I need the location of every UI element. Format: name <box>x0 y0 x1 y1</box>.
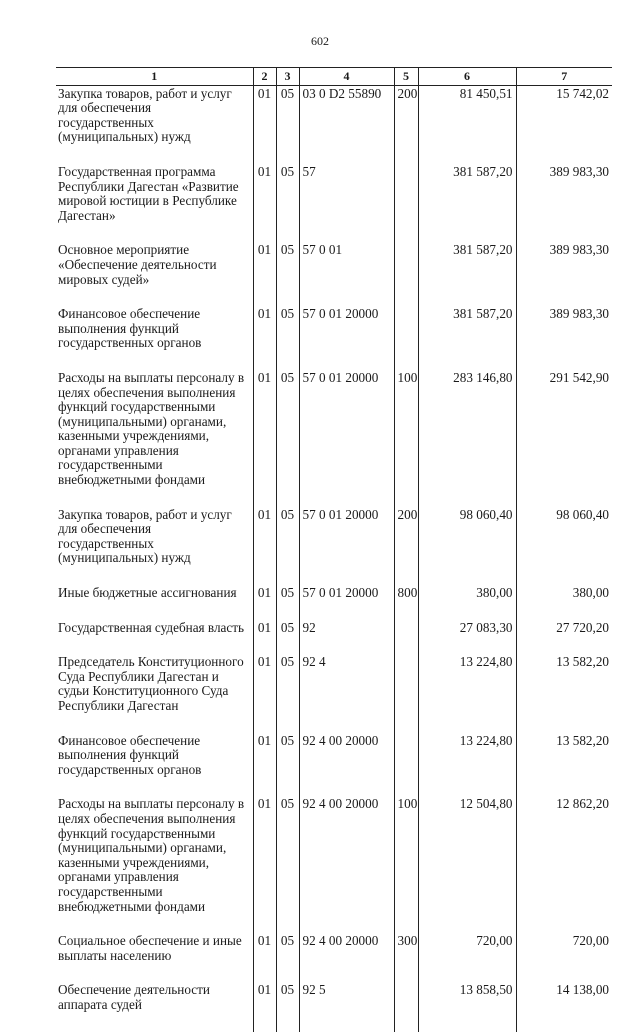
item-name: Расходы на выплаты персоналу в целях обеспечения выполнения функций государственными (муниципальными) органами, казенными учреждениями, органами управления государственными внебюджетными фондами <box>58 369 245 488</box>
column-header: 4 <box>299 68 394 86</box>
section-code: 01 <box>253 796 276 933</box>
amount-year-2: 27 720,20 <box>516 620 612 655</box>
target-article-code: 92 <box>299 620 394 655</box>
item-name: Обеспечение деятельности аппарата судей <box>58 982 210 1012</box>
table-row <box>56 933 612 982</box>
expense-type-code: 300 <box>394 933 418 982</box>
target-article-code: 92 4 00 20000 <box>299 796 394 933</box>
table-row <box>56 85 612 164</box>
item-name: Социальное обеспечение и иные выплаты населению <box>58 933 242 963</box>
subsection-code: 05 <box>276 620 299 655</box>
table-row <box>56 306 612 370</box>
target-article-code: 57 0 01 <box>299 242 394 306</box>
section-code: 01 <box>253 370 276 507</box>
column-header: 7 <box>516 68 612 86</box>
item-name: Председатель Конституционного Суда Республики Дагестан и судьи Конституционного Суда Республики Дагестан <box>58 654 244 713</box>
section-code: 01 <box>253 164 276 242</box>
section-code: 01 <box>253 306 276 370</box>
section-code: 01 <box>253 585 276 620</box>
item-name: Расходы на выплаты персоналу в целях обеспечения выполнения функций государственными (муниципальными) органами, казенными учреждениями, органами управления государственными внебюджетными фондами <box>58 796 245 914</box>
subsection-code: 05 <box>276 654 299 732</box>
target-article-code: 57 0 01 20000 <box>299 507 394 585</box>
expense-type-code: 200 <box>394 85 418 164</box>
item-name: Государственная программа Республики Дагестан «Развитие мировой юстиции в Республике Дагестан» <box>58 163 239 223</box>
expense-type-code <box>394 164 418 242</box>
expense-type-code: 100 <box>394 796 418 933</box>
target-article-code: 57 <box>299 164 394 242</box>
expense-type-code: 800 <box>394 585 418 620</box>
target-article-code: 57 0 01 20000 <box>299 306 394 370</box>
section-code: 01 <box>253 620 276 655</box>
table-row <box>56 733 612 797</box>
amount-year-1: 13 224,80 <box>418 654 516 732</box>
amount-year-1: 381 587,20 <box>418 242 516 306</box>
amount-year-2: 12 862,20 <box>516 796 612 933</box>
expense-type-code <box>394 242 418 306</box>
subsection-code: 05 <box>276 242 299 306</box>
amount-year-1: 380,00 <box>418 585 516 620</box>
amount-year-2: 13 582,20 <box>516 733 612 797</box>
amount-year-1: 13 858,50 <box>418 982 516 1031</box>
item-name: Основное мероприятие «Обеспечение деятельности мировых судей» <box>58 242 217 287</box>
amount-year-1: 13 224,80 <box>418 733 516 797</box>
table-row <box>56 370 612 507</box>
expense-type-code: 100 <box>394 370 418 507</box>
expense-type-code <box>394 306 418 370</box>
amount-year-2: 15 742,02 <box>516 85 612 164</box>
item-name: Государственная судебная власть <box>58 619 245 635</box>
page-number: 602 <box>311 34 329 48</box>
amount-year-2: 14 138,00 <box>516 982 612 1031</box>
table-row <box>56 242 612 306</box>
section-code: 01 <box>253 982 276 1031</box>
section-code: 01 <box>253 933 276 982</box>
subsection-code: 05 <box>276 733 299 797</box>
column-header: 2 <box>253 68 276 86</box>
expense-type-code <box>394 982 418 1031</box>
expense-type-code <box>394 620 418 655</box>
item-name: Иные бюджетные ассигнования <box>58 585 237 601</box>
subsection-code: 05 <box>276 507 299 585</box>
expense-type-code: 200 <box>394 507 418 585</box>
target-article-code: 92 5 <box>299 982 394 1031</box>
target-article-code: 92 4 00 20000 <box>299 733 394 797</box>
target-article-code: 57 0 01 20000 <box>299 370 394 507</box>
item-name: Закупка товаров, работ и услуг для обеспечения государственных (муниципальных) нужд <box>58 85 232 145</box>
amount-year-2: 389 983,30 <box>516 164 612 242</box>
column-header: 1 <box>56 68 253 86</box>
section-code: 01 <box>253 85 276 164</box>
amount-year-1: 27 083,30 <box>418 620 516 655</box>
subsection-code: 05 <box>276 370 299 507</box>
item-name: Финансовое обеспечение выполнения функций государственных органов <box>58 732 202 777</box>
amount-year-1: 12 504,80 <box>418 796 516 933</box>
column-header: 3 <box>276 68 299 86</box>
amount-year-2: 389 983,30 <box>516 306 612 370</box>
amount-year-1: 381 587,20 <box>418 164 516 242</box>
amount-year-1: 381 587,20 <box>418 306 516 370</box>
expense-type-code <box>394 654 418 732</box>
column-header: 5 <box>394 68 418 86</box>
amount-year-2: 291 542,90 <box>516 370 612 507</box>
subsection-code: 05 <box>276 585 299 620</box>
subsection-code: 05 <box>276 164 299 242</box>
table-row <box>56 620 612 655</box>
section-code: 01 <box>253 242 276 306</box>
table-header-row <box>56 68 612 86</box>
item-name: Финансовое обеспечение выполнения функций государственных органов <box>58 306 202 351</box>
section-code: 01 <box>253 654 276 732</box>
subsection-code: 05 <box>276 796 299 933</box>
target-article-code: 92 4 00 20000 <box>299 933 394 982</box>
subsection-code: 05 <box>276 982 299 1031</box>
target-article-code: 03 0 D2 55890 <box>299 85 394 164</box>
amount-year-2: 98 060,40 <box>516 507 612 585</box>
section-code: 01 <box>253 507 276 585</box>
subsection-code: 05 <box>276 85 299 164</box>
table-row <box>56 585 612 620</box>
table-row <box>56 507 612 585</box>
budget-table <box>56 67 612 1032</box>
table-row <box>56 654 612 732</box>
subsection-code: 05 <box>276 933 299 982</box>
amount-year-1: 283 146,80 <box>418 370 516 507</box>
table-row <box>56 796 612 933</box>
amount-year-2: 720,00 <box>516 933 612 982</box>
amount-year-2: 380,00 <box>516 585 612 620</box>
section-code: 01 <box>253 733 276 797</box>
amount-year-1: 720,00 <box>418 933 516 982</box>
item-name: Закупка товаров, работ и услуг для обеспечения государственных (муниципальных) нужд <box>58 506 232 566</box>
table-row <box>56 164 612 242</box>
amount-year-2: 389 983,30 <box>516 242 612 306</box>
column-header: 6 <box>418 68 516 86</box>
expense-type-code <box>394 733 418 797</box>
amount-year-2: 13 582,20 <box>516 654 612 732</box>
target-article-code: 92 4 <box>299 654 394 732</box>
table-row <box>56 982 612 1031</box>
amount-year-1: 98 060,40 <box>418 507 516 585</box>
subsection-code: 05 <box>276 306 299 370</box>
amount-year-1: 81 450,51 <box>418 85 516 164</box>
target-article-code: 57 0 01 20000 <box>299 585 394 620</box>
